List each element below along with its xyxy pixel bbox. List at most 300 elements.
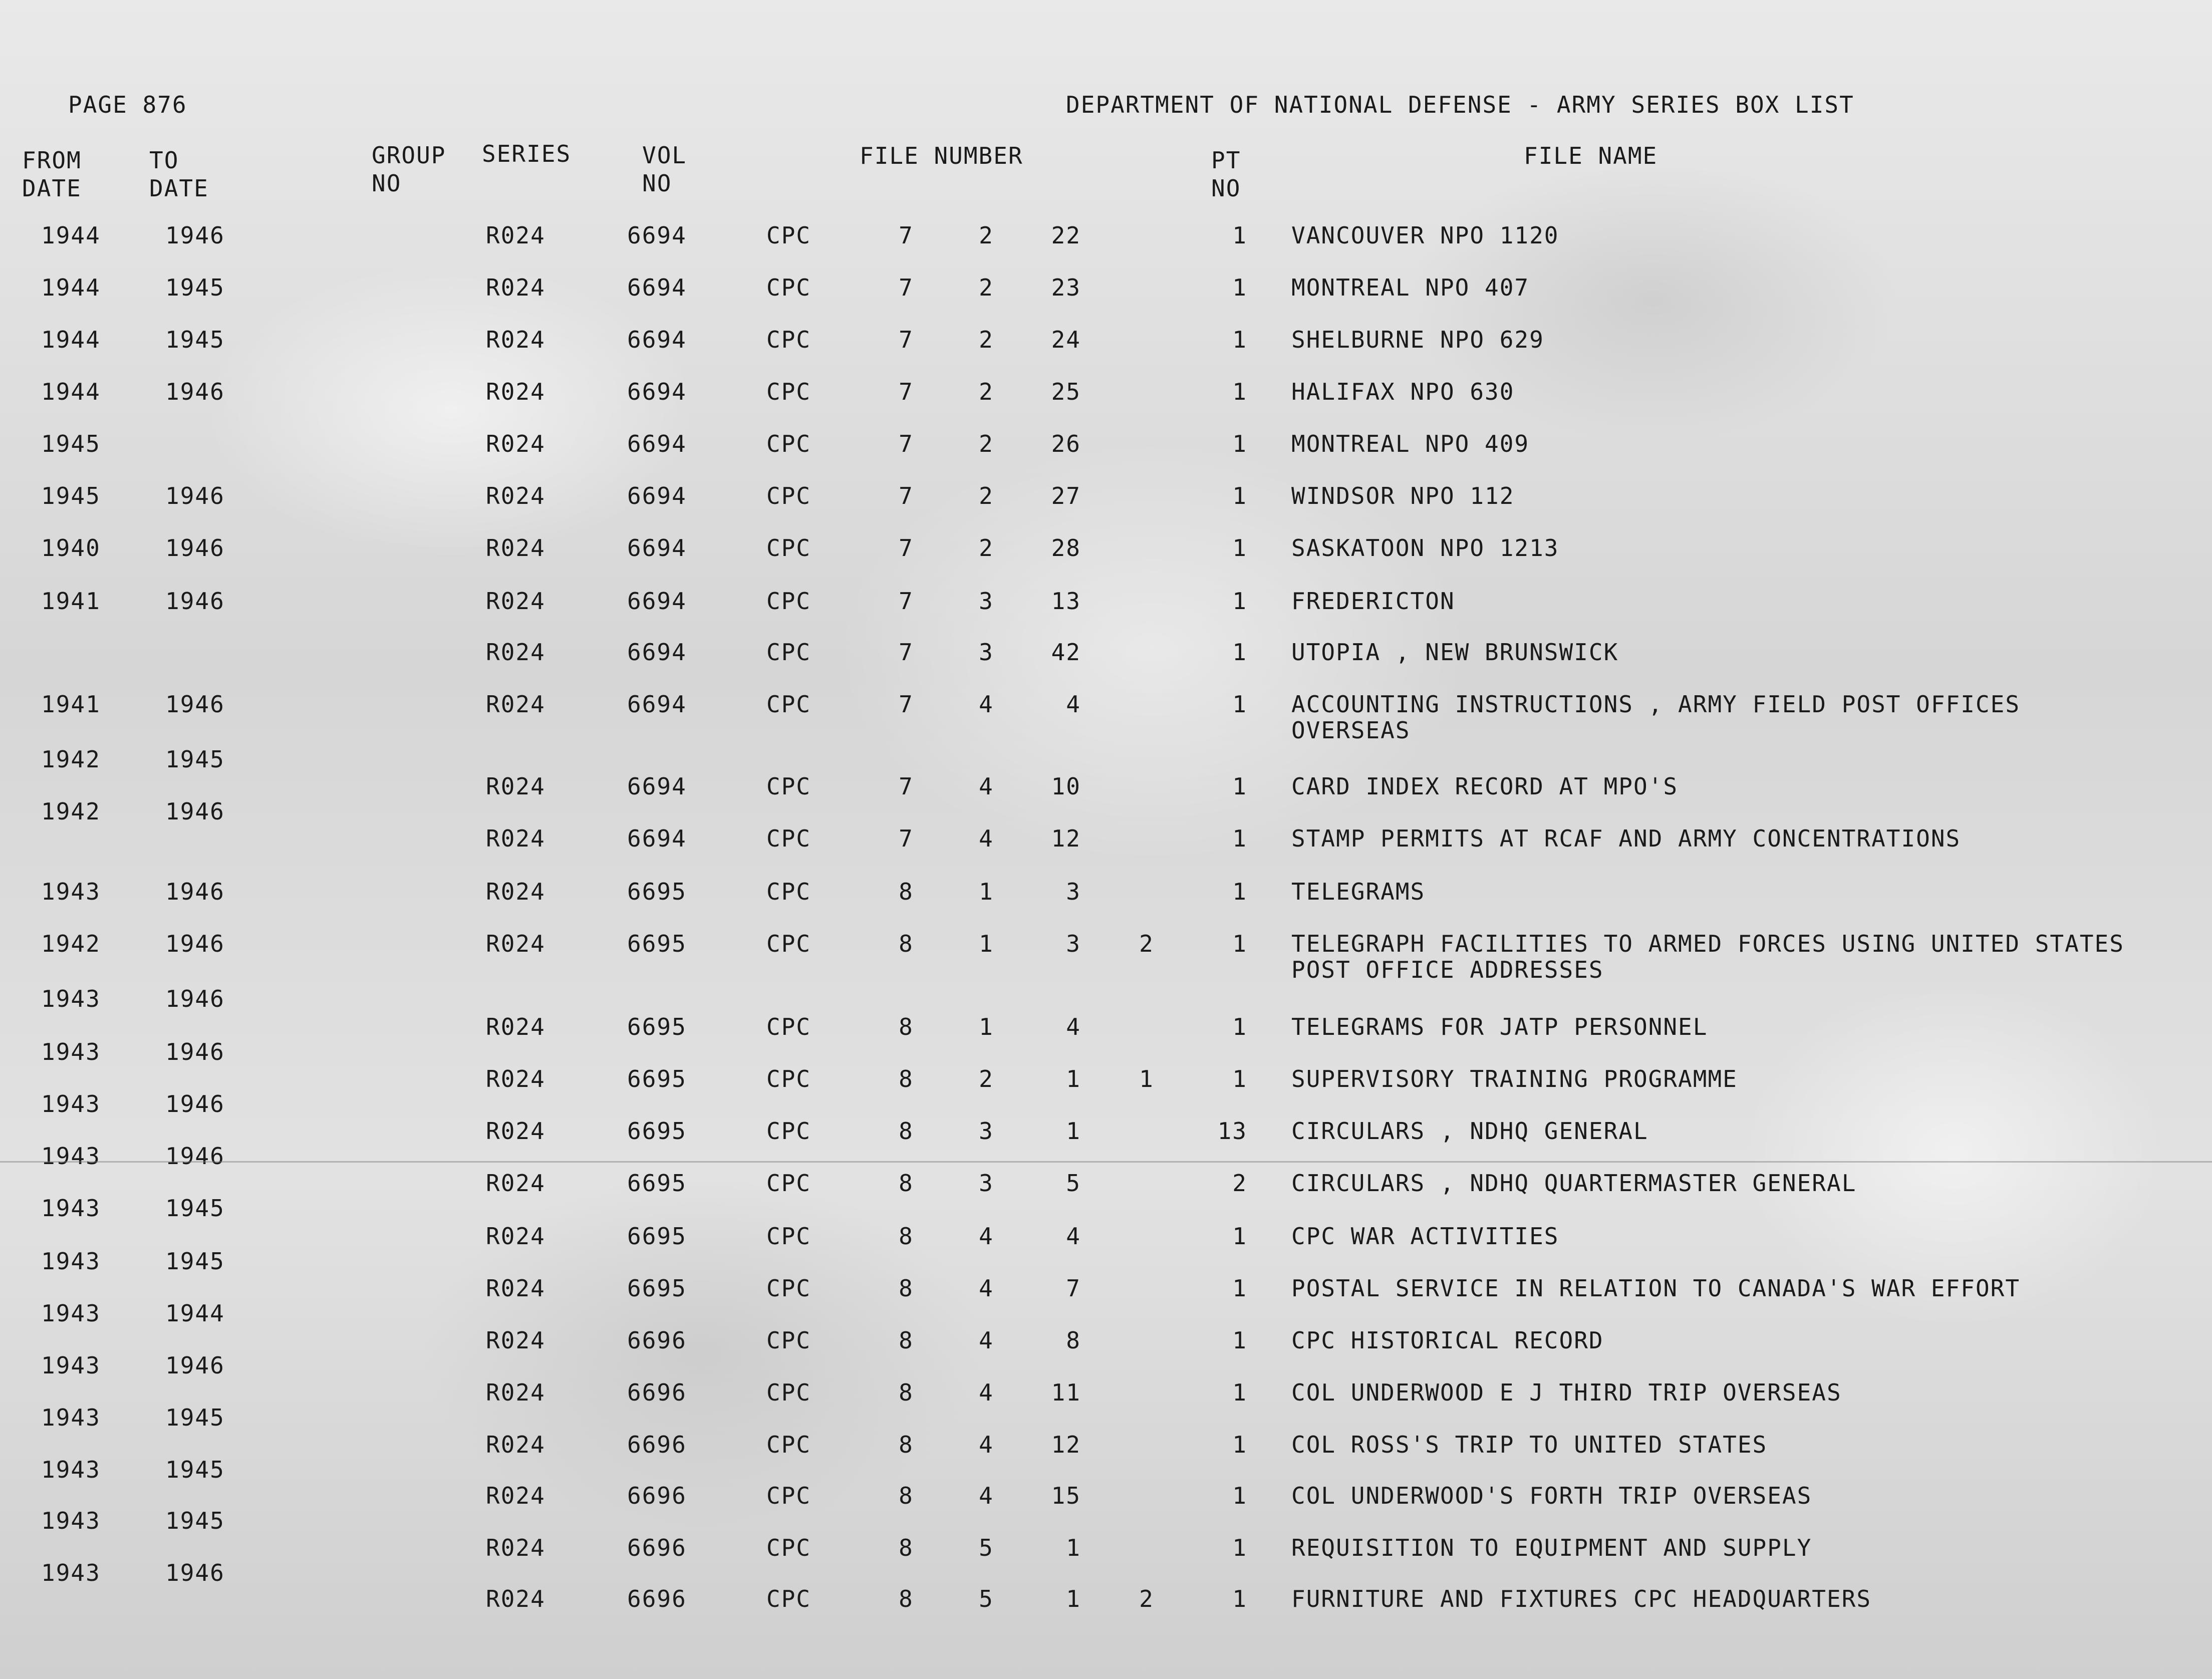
series-cell: R024: [486, 274, 545, 301]
to-date-cell: 1946: [165, 588, 225, 615]
file-prefix-cell: CPC: [766, 1482, 811, 1509]
file-number-part1: 7: [899, 222, 914, 249]
file-number-part2: 3: [979, 1170, 994, 1197]
file-name-cell: CIRCULARS , NDHQ GENERAL: [1291, 1117, 1648, 1145]
table-row: [0, 327, 2212, 357]
file-number-part2: 4: [979, 1431, 994, 1458]
file-number-part1: 7: [899, 378, 914, 405]
file-number-part2: 4: [979, 773, 994, 800]
series-cell: R024: [486, 1327, 545, 1354]
file-number-part3: 5: [1066, 1170, 1081, 1197]
pt-no-cell: 2: [1232, 1170, 1247, 1197]
vol-no-cell: 6694: [627, 482, 687, 509]
file-name-cell: STAMP PERMITS AT RCAF AND ARMY CONCENTRATIONS: [1291, 825, 1961, 852]
file-prefix-cell: CPC: [766, 773, 811, 800]
file-name-cell: FURNITURE AND FIXTURES CPC HEADQUARTERS: [1291, 1585, 1872, 1612]
file-name-cell: HALIFAX NPO 630: [1291, 378, 1515, 405]
file-number-part3: 42: [1051, 639, 1081, 666]
file-prefix-cell: CPC: [766, 326, 811, 353]
series-cell: R024: [486, 1170, 545, 1197]
to-date-cell: 1946: [165, 534, 225, 562]
table-row: [0, 274, 2212, 305]
vol-no-cell: 6695: [627, 1013, 687, 1040]
file-number-part3: 1: [1066, 1534, 1081, 1561]
from-date-cell: 1943: [41, 1038, 101, 1065]
vol-no-cell: 6696: [627, 1379, 687, 1406]
vol-no-cell: 6696: [627, 1327, 687, 1354]
file-number-part3: 4: [1066, 1013, 1081, 1040]
series-cell: R024: [486, 588, 545, 615]
series-cell: R024: [486, 378, 545, 405]
series-cell: R024: [486, 825, 545, 852]
col-header-group-line1: GROUP: [372, 142, 446, 169]
file-name-cell: CARD INDEX RECORD AT MPO'S: [1291, 773, 1679, 800]
col-header-vol-no: [642, 141, 687, 197]
file-number-part1: 7: [899, 274, 914, 301]
from-date-cell: 1944: [41, 378, 101, 405]
file-number-part1: 7: [899, 482, 914, 509]
pt-no-cell: 1: [1232, 588, 1247, 615]
from-date-cell: 1943: [41, 985, 101, 1012]
to-date-cell: 1946: [165, 378, 225, 405]
file-prefix-cell: CPC: [766, 588, 811, 615]
file-number-part3: 10: [1051, 773, 1081, 800]
file-prefix-cell: CPC: [766, 1117, 811, 1145]
to-date-cell: 1944: [165, 1300, 225, 1327]
vol-no-cell: 6694: [627, 691, 687, 718]
series-cell: R024: [486, 222, 545, 249]
file-number-part3: 28: [1051, 534, 1081, 562]
file-number-part2: 2: [979, 326, 994, 353]
table-row: [0, 1586, 2212, 1616]
file-number-part1: 8: [899, 1585, 914, 1612]
table-row: [0, 798, 2212, 828]
to-date-cell: 1945: [165, 746, 225, 773]
vol-no-cell: 6694: [627, 326, 687, 353]
col-header-to-date: [149, 146, 209, 202]
pt-no-cell: 1: [1232, 1534, 1247, 1561]
file-number-part3: 8: [1066, 1327, 1081, 1354]
from-date-cell: 1945: [41, 482, 101, 509]
series-cell: R024: [486, 1117, 545, 1145]
file-number-part1: 8: [899, 1013, 914, 1040]
file-prefix-cell: CPC: [766, 222, 811, 249]
pt-no-cell: 1: [1232, 825, 1247, 852]
to-date-cell: 1945: [165, 1404, 225, 1431]
series-cell: R024: [486, 878, 545, 905]
file-number-part4: 2: [1139, 1585, 1154, 1612]
series-cell: R024: [486, 1013, 545, 1040]
col-header-from-line1: FROM: [22, 147, 82, 174]
file-number-part2: 2: [979, 482, 994, 509]
file-number-part2: 2: [979, 378, 994, 405]
file-number-part3: 22: [1051, 222, 1081, 249]
series-cell: R024: [486, 691, 545, 718]
series-cell: R024: [486, 639, 545, 666]
col-header-group-line2: NO: [372, 170, 402, 197]
file-number-part3: 3: [1066, 878, 1081, 905]
series-cell: R024: [486, 1223, 545, 1250]
file-name-cell: CPC HISTORICAL RECORD: [1291, 1327, 1604, 1354]
from-date-cell: 1943: [41, 1352, 101, 1379]
vol-no-cell: 6694: [627, 534, 687, 562]
file-number-part1: 8: [899, 1431, 914, 1458]
file-prefix-cell: CPC: [766, 930, 811, 957]
series-cell: R024: [486, 1482, 545, 1509]
pt-no-cell: 1: [1232, 1379, 1247, 1406]
pt-no-cell: 1: [1232, 691, 1247, 718]
file-number-part2: 2: [979, 274, 994, 301]
from-date-cell: 1944: [41, 326, 101, 353]
file-prefix-cell: CPC: [766, 825, 811, 852]
vol-no-cell: 6695: [627, 1223, 687, 1250]
pt-no-cell: 1: [1232, 878, 1247, 905]
series-cell: R024: [486, 1275, 545, 1302]
file-number-part2: 5: [979, 1534, 994, 1561]
file-number-part1: 8: [899, 1117, 914, 1145]
from-date-cell: 1943: [41, 1300, 101, 1327]
series-cell: R024: [486, 1431, 545, 1458]
file-prefix-cell: CPC: [766, 534, 811, 562]
pt-no-cell: 1: [1232, 773, 1247, 800]
vol-no-cell: 6694: [627, 222, 687, 249]
file-number-part2: 4: [979, 1482, 994, 1509]
file-number-part1: 8: [899, 1170, 914, 1197]
vol-no-cell: 6695: [627, 878, 687, 905]
from-date-cell: 1944: [41, 274, 101, 301]
to-date-cell: 1946: [165, 222, 225, 249]
scan-artifact-line: [0, 1161, 2212, 1163]
from-date-cell: 1942: [41, 746, 101, 773]
file-name-cell: UTOPIA , NEW BRUNSWICK: [1291, 639, 1619, 666]
from-date-cell: 1941: [41, 691, 101, 718]
file-number-part2: 2: [979, 534, 994, 562]
pt-no-cell: 1: [1232, 1482, 1247, 1509]
table-row: [0, 879, 2212, 909]
file-number-part2: 2: [979, 222, 994, 249]
vol-no-cell: 6696: [627, 1431, 687, 1458]
file-name-cell: POSTAL SERVICE IN RELATION TO CANADA'S WAR EFFORT: [1291, 1275, 2021, 1302]
file-prefix-cell: CPC: [766, 1170, 811, 1197]
file-prefix-cell: CPC: [766, 691, 811, 718]
col-header-to-line2: DATE: [149, 175, 209, 202]
file-prefix-cell: CPC: [766, 1431, 811, 1458]
file-number-part3: 1: [1066, 1065, 1081, 1092]
file-name-cell: TELEGRAMS: [1291, 878, 1426, 905]
vol-no-cell: 6694: [627, 588, 687, 615]
file-prefix-cell: CPC: [766, 274, 811, 301]
file-number-part1: 7: [899, 773, 914, 800]
file-number-part2: 4: [979, 1223, 994, 1250]
from-date-cell: 1943: [41, 1143, 101, 1170]
file-number-part3: 4: [1066, 1223, 1081, 1250]
file-number-part2: 4: [979, 1379, 994, 1406]
file-prefix-cell: CPC: [766, 1534, 811, 1561]
table-row: [0, 746, 2212, 776]
file-number-part2: 4: [979, 1275, 994, 1302]
table-row: [0, 1195, 2212, 1225]
file-number-part2: 1: [979, 930, 994, 957]
file-number-part1: 7: [899, 534, 914, 562]
pt-no-cell: 1: [1232, 534, 1247, 562]
table-row: [0, 986, 2212, 1016]
file-number-part2: 4: [979, 825, 994, 852]
to-date-cell: 1946: [165, 1352, 225, 1379]
pt-no-cell: 1: [1232, 222, 1247, 249]
vol-no-cell: 6694: [627, 274, 687, 301]
file-prefix-cell: CPC: [766, 1327, 811, 1354]
file-number-part4: 1: [1139, 1065, 1154, 1092]
from-date-cell: 1943: [41, 878, 101, 905]
table-row: [0, 1143, 2212, 1173]
series-cell: R024: [486, 534, 545, 562]
col-header-pt-line1: PT: [1211, 147, 1241, 174]
file-number-part3: 15: [1051, 1482, 1081, 1509]
file-name-cell: WINDSOR NPO 112: [1291, 482, 1515, 509]
file-name-cell: MONTREAL NPO 407: [1291, 274, 1530, 301]
file-number-part1: 8: [899, 1275, 914, 1302]
to-date-cell: 1946: [165, 930, 225, 957]
series-cell: R024: [486, 482, 545, 509]
file-number-part2: 4: [979, 1327, 994, 1354]
col-header-series: SERIES: [482, 140, 572, 167]
series-cell: R024: [486, 326, 545, 353]
col-header-group-no: [372, 141, 446, 197]
file-number-part1: 7: [899, 430, 914, 457]
file-number-part1: 7: [899, 588, 914, 615]
file-prefix-cell: CPC: [766, 378, 811, 405]
file-number-part2: 4: [979, 691, 994, 718]
table-row: [0, 222, 2212, 252]
file-number-part1: 8: [899, 1065, 914, 1092]
file-number-part3: 12: [1051, 825, 1081, 852]
col-header-file-name: FILE NAME: [1524, 142, 1658, 169]
file-prefix-cell: CPC: [766, 1065, 811, 1092]
pt-no-cell: 1: [1232, 639, 1247, 666]
vol-no-cell: 6694: [627, 430, 687, 457]
file-name-cell: CPC WAR ACTIVITIES: [1291, 1223, 1559, 1250]
vol-no-cell: 6694: [627, 378, 687, 405]
file-prefix-cell: CPC: [766, 482, 811, 509]
pt-no-cell: 1: [1232, 1431, 1247, 1458]
file-number-part2: 3: [979, 639, 994, 666]
table-row: [0, 1457, 2212, 1487]
table-row: [0, 379, 2212, 409]
from-date-cell: 1943: [41, 1195, 101, 1222]
file-prefix-cell: CPC: [766, 1223, 811, 1250]
table-row: [0, 930, 2212, 983]
vol-no-cell: 6695: [627, 930, 687, 957]
file-number-part1: 7: [899, 691, 914, 718]
file-number-part1: 8: [899, 930, 914, 957]
file-number-part2: 3: [979, 1117, 994, 1145]
pt-no-cell: 1: [1232, 1275, 1247, 1302]
file-number-part1: 8: [899, 878, 914, 905]
to-date-cell: 1946: [165, 1143, 225, 1170]
file-number-part1: 8: [899, 1327, 914, 1354]
series-cell: R024: [486, 430, 545, 457]
from-date-cell: 1943: [41, 1404, 101, 1431]
pt-no-cell: 1: [1232, 1327, 1247, 1354]
col-header-pt-no: [1211, 146, 1241, 202]
vol-no-cell: 6696: [627, 1482, 687, 1509]
from-date-cell: 1942: [41, 798, 101, 825]
to-date-cell: 1946: [165, 691, 225, 718]
from-date-cell: 1941: [41, 588, 101, 615]
from-date-cell: 1943: [41, 1559, 101, 1586]
vol-no-cell: 6694: [627, 639, 687, 666]
table-row: [0, 1300, 2212, 1330]
pt-no-cell: 1: [1232, 1585, 1247, 1612]
file-prefix-cell: CPC: [766, 639, 811, 666]
table-row: [0, 588, 2212, 618]
file-number-part3: 1: [1066, 1117, 1081, 1145]
file-number-part2: 2: [979, 1065, 994, 1092]
from-date-cell: 1943: [41, 1507, 101, 1534]
file-name-cell: TELEGRAMS FOR JATP PERSONNEL: [1291, 1013, 1708, 1040]
col-header-vol-line2: NO: [642, 170, 672, 197]
file-number-part1: 8: [899, 1534, 914, 1561]
col-header-from-date: [22, 146, 82, 202]
from-date-cell: 1943: [41, 1456, 101, 1483]
file-number-part3: 27: [1051, 482, 1081, 509]
pt-no-cell: 1: [1232, 1013, 1247, 1040]
vol-no-cell: 6695: [627, 1170, 687, 1197]
table-row: [0, 691, 2212, 744]
from-date-cell: 1940: [41, 534, 101, 562]
file-prefix-cell: CPC: [766, 1585, 811, 1612]
file-number-part2: 1: [979, 1013, 994, 1040]
pt-no-cell: 1: [1232, 930, 1247, 957]
vol-no-cell: 6694: [627, 825, 687, 852]
file-name-cell: COL UNDERWOOD'S FORTH TRIP OVERSEAS: [1291, 1482, 1812, 1509]
pt-no-cell: 1: [1232, 1223, 1247, 1250]
to-date-cell: 1945: [165, 1195, 225, 1222]
document-title: DEPARTMENT OF NATIONAL DEFENSE - ARMY SERIES BOX LIST: [1066, 91, 1854, 118]
file-number-part3: 7: [1066, 1275, 1081, 1302]
table-row: [0, 825, 2212, 856]
table-row: [0, 1352, 2212, 1382]
table-row: [0, 1405, 2212, 1435]
file-number-part1: 7: [899, 639, 914, 666]
file-name-cell: SUPERVISORY TRAINING PROGRAMME: [1291, 1065, 1738, 1092]
col-header-from-line2: DATE: [22, 175, 82, 202]
file-number-part4: 2: [1139, 930, 1154, 957]
file-name-cell: ACCOUNTING INSTRUCTIONS , ARMY FIELD POST OFFICES OVERSEAS: [1291, 691, 2021, 744]
col-header-to-line1: TO: [149, 147, 179, 174]
to-date-cell: 1946: [165, 1090, 225, 1117]
series-cell: R024: [486, 1585, 545, 1612]
file-number-part2: 1: [979, 878, 994, 905]
file-number-part1: 8: [899, 1482, 914, 1509]
to-date-cell: 1946: [165, 1559, 225, 1586]
pt-no-cell: 1: [1232, 326, 1247, 353]
vol-no-cell: 6695: [627, 1065, 687, 1092]
from-date-cell: 1943: [41, 1248, 101, 1275]
col-header-vol-line1: VOL: [642, 142, 687, 169]
file-number-part3: 1: [1066, 1585, 1081, 1612]
file-number-part2: 3: [979, 588, 994, 615]
file-number-part3: 24: [1051, 326, 1081, 353]
table-row: [0, 1248, 2212, 1278]
pt-no-cell: 1: [1232, 274, 1247, 301]
file-number-part2: 2: [979, 430, 994, 457]
page-number: PAGE 876: [68, 91, 187, 118]
pt-no-cell: 1: [1232, 1065, 1247, 1092]
series-cell: R024: [486, 773, 545, 800]
table-row: [0, 1560, 2212, 1590]
vol-no-cell: 6695: [627, 1117, 687, 1145]
table-row: [0, 1039, 2212, 1069]
file-prefix-cell: CPC: [766, 1275, 811, 1302]
file-prefix-cell: CPC: [766, 430, 811, 457]
to-date-cell: 1946: [165, 985, 225, 1012]
file-name-cell: SASKATOON NPO 1213: [1291, 534, 1559, 562]
to-date-cell: 1945: [165, 326, 225, 353]
series-cell: R024: [486, 1534, 545, 1561]
series-cell: R024: [486, 930, 545, 957]
file-name-cell: VANCOUVER NPO 1120: [1291, 222, 1559, 249]
file-prefix-cell: CPC: [766, 1379, 811, 1406]
to-date-cell: 1946: [165, 482, 225, 509]
pt-no-cell: 13: [1217, 1117, 1247, 1145]
to-date-cell: 1945: [165, 1507, 225, 1534]
file-prefix-cell: CPC: [766, 1013, 811, 1040]
col-header-pt-line2: NO: [1211, 175, 1241, 202]
file-number-part1: 7: [899, 825, 914, 852]
vol-no-cell: 6695: [627, 1275, 687, 1302]
series-cell: R024: [486, 1065, 545, 1092]
pt-no-cell: 1: [1232, 482, 1247, 509]
to-date-cell: 1945: [165, 1456, 225, 1483]
table-row: [0, 431, 2212, 461]
file-number-part3: 23: [1051, 274, 1081, 301]
file-number-part3: 25: [1051, 378, 1081, 405]
file-number-part3: 13: [1051, 588, 1081, 615]
file-number-part3: 26: [1051, 430, 1081, 457]
file-prefix-cell: CPC: [766, 878, 811, 905]
to-date-cell: 1946: [165, 798, 225, 825]
to-date-cell: 1946: [165, 1038, 225, 1065]
to-date-cell: 1945: [165, 274, 225, 301]
file-name-cell: MONTREAL NPO 409: [1291, 430, 1530, 457]
file-number-part2: 5: [979, 1585, 994, 1612]
table-row: [0, 535, 2212, 565]
col-header-file-number: FILE NUMBER: [860, 142, 1023, 169]
from-date-cell: 1943: [41, 1090, 101, 1117]
file-number-part1: 7: [899, 326, 914, 353]
file-name-cell: COL UNDERWOOD E J THIRD TRIP OVERSEAS: [1291, 1379, 1842, 1406]
pt-no-cell: 1: [1232, 378, 1247, 405]
vol-no-cell: 6694: [627, 773, 687, 800]
file-name-cell: REQUISITION TO EQUIPMENT AND SUPPLY: [1291, 1534, 1812, 1561]
from-date-cell: 1944: [41, 222, 101, 249]
file-number-part1: 8: [899, 1379, 914, 1406]
from-date-cell: 1945: [41, 430, 101, 457]
file-number-part3: 3: [1066, 930, 1081, 957]
vol-no-cell: 6696: [627, 1585, 687, 1612]
file-number-part3: 4: [1066, 691, 1081, 718]
vol-no-cell: 6696: [627, 1534, 687, 1561]
from-date-cell: 1942: [41, 930, 101, 957]
to-date-cell: 1945: [165, 1248, 225, 1275]
file-name-cell: TELEGRAPH FACILITIES TO ARMED FORCES USING UNITED STATES POST OFFICE ADDRESSES: [1291, 930, 2124, 983]
series-cell: R024: [486, 1379, 545, 1406]
file-name-cell: SHELBURNE NPO 629: [1291, 326, 1544, 353]
to-date-cell: 1946: [165, 878, 225, 905]
file-number-part3: 11: [1051, 1379, 1081, 1406]
table-row: [0, 1091, 2212, 1121]
